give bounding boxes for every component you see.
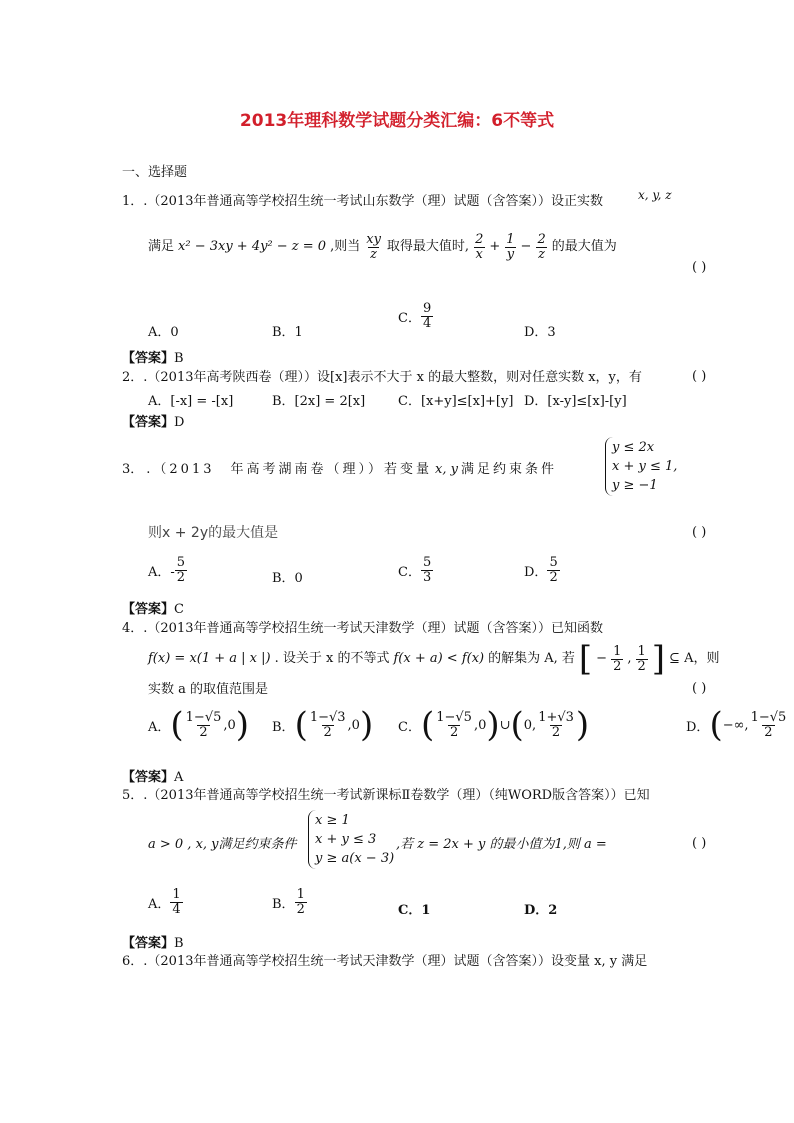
q5-line2-a: a > 0 , x, y满足约束条件: [148, 837, 297, 852]
q4-option-c-mid: ,0: [473, 717, 487, 733]
q1-answer-blank: ( ): [692, 260, 707, 275]
q3-option-c-frac: [421, 556, 433, 584]
q1-line2-c: 取得最大值时,: [386, 239, 470, 255]
q1-line2-a: 满足: [148, 239, 175, 255]
q4-line3: 实数 a 的取值范围是: [148, 682, 269, 697]
q4-option-d-frac: [749, 711, 789, 739]
q3-answer-value: C: [174, 602, 184, 617]
q3-option-d-label: D．: [524, 564, 548, 580]
q4-ib-n: 1: [637, 643, 646, 659]
q4-option-b-frac: [308, 711, 348, 739]
q1-expr-frac2: [504, 233, 516, 261]
q3-constraint-2: x + y ≤ 1,: [612, 459, 678, 474]
q1-f2n: 1: [506, 232, 515, 247]
q3-od-n: 5: [549, 555, 558, 570]
q1-frac-den: z: [370, 246, 377, 262]
q4-option-a-label: A．: [148, 719, 171, 735]
q3-option-c-label: C．: [398, 564, 421, 580]
q1-answer: [122, 347, 184, 366]
q4-option-c-label: C．: [398, 719, 421, 735]
q1-stem-text: .（2013年普通高等学校招生统一考试山东数学（理）试题（含答案））设正实数: [143, 194, 603, 209]
page-title: 2013年理科数学试题分类汇编：6不等式: [239, 111, 555, 131]
q2-option-b: B．[2x] = 2[x]: [272, 394, 366, 409]
q1-f1n: 2: [475, 232, 484, 247]
q2-stem: [122, 369, 642, 387]
q5-option-a: [148, 888, 183, 916]
q6-stem-text: .（2013年普通高等学校招生统一考试天津数学（理）试题（含答案））设变量 x, y 满足: [143, 954, 648, 969]
q6-stem: [122, 953, 647, 971]
q5-stem-text: .（2013年普通高等学校招生统一考试新课标Ⅱ卷数学（理）（纯WORD版含答案））已知: [143, 788, 650, 803]
q2-answer: [122, 411, 184, 430]
q1-line2-b: ,则当: [330, 239, 361, 255]
q5-number: 5．: [122, 788, 144, 803]
q4-od-n: 1−√5: [750, 709, 787, 725]
q2-option-c: C．[x+y]≤[x]+[y]: [398, 394, 514, 409]
q3-vars: x, y: [435, 462, 458, 477]
q3-stem-text: .（2013 年高考湖南卷（理））若变量: [146, 462, 432, 477]
q3-option-a-frac: [175, 556, 187, 584]
q3-oa-n: 5: [176, 555, 186, 570]
q4-oc-n: 1−√5: [436, 709, 472, 725]
q2-option-d: D．[x-y]≤[x]-[y]: [524, 394, 627, 409]
q4-function: f(x) = x(1 + a | x |): [148, 651, 271, 666]
q1-stem: [122, 193, 603, 211]
q4-answer-value: A: [174, 770, 184, 785]
q4-oa-d: 2: [199, 724, 208, 740]
q3-question-text: 则x + 2y的最大值是: [148, 525, 279, 541]
q3-answer: [122, 598, 184, 617]
q1-vars: x, y, z: [638, 188, 672, 202]
q4-option-b-rest: ,0: [347, 717, 360, 733]
q3-option-d-frac: [547, 556, 559, 584]
q4-option-a: A． ( $\frac{1-√5}{2}$ ,0 ): [148, 705, 250, 745]
q1-option-c-frac: [421, 302, 433, 330]
q1-f3n: 2: [537, 232, 546, 247]
q4-option-c-frac2: [536, 711, 576, 739]
q5-line2-b: ,若 z = 2x + y 的最小值为1,则 a =: [396, 837, 607, 852]
q5-answer: [122, 932, 184, 951]
q1-option-d: D．3: [524, 325, 556, 340]
q3-oc-n: 5: [422, 555, 432, 570]
q4-answer-blank: ( ): [692, 681, 707, 696]
q3-od-d: 2: [549, 569, 558, 585]
q3-option-d: [524, 556, 560, 584]
q5-option-b-label: B．: [272, 896, 295, 912]
q4-option-a-frac: [184, 711, 224, 739]
q5-option-b-frac: [295, 888, 307, 916]
q1-option-c-label: C．: [398, 310, 421, 326]
q5-oa-n: 1: [172, 887, 181, 902]
q5-system-brace: [308, 810, 394, 869]
q5-constraint-system: [308, 810, 394, 869]
q4-stem: [122, 620, 603, 638]
q4-line2-c: ⊆ A，则: [669, 651, 720, 666]
q4-od-d: 2: [764, 724, 773, 740]
q3-constraint-3: y ≥ −1: [612, 478, 658, 493]
section-heading: 一、选择题: [122, 165, 188, 180]
q4-interval-left: [611, 645, 623, 673]
q1-answer-value: B: [174, 351, 184, 366]
q1-option-a: A．0: [148, 325, 179, 340]
q4-option-b: B． ( $\frac{1-√3}{2}$ ,0 ): [272, 705, 374, 745]
q4-option-d: D． ( −∞, $\frac{1-√5}{2}$: [686, 705, 787, 745]
q1-number: 1．: [122, 194, 144, 209]
q4-line2: f(x) = x(1 + a | x |) . 设关于 x 的不等式 f(x + a) < f(x) 的解集为 A, 若 [ − $\frac{1}{2}$ , $\frac{1}{2}$ ] ⊆ A，则: [148, 639, 720, 679]
q3-oc-d: 3: [422, 569, 432, 585]
q4-line2-b: 的解集为 A, 若: [488, 651, 575, 666]
q3-answer-blank: ( ): [692, 525, 707, 540]
q5-answer-label: 【答案】: [122, 936, 175, 951]
q3-number: 3．: [122, 462, 144, 477]
q3-option-a-label: A．-: [148, 564, 175, 580]
q4-option-c: C． ( $\frac{1-√5}{2}$ ,0 ) ∪ ( 0, $\frac{1+√3}{2}$ ): [398, 705, 590, 745]
q1-f2d: y: [506, 246, 515, 262]
q5-option-a-label: A．: [148, 896, 171, 912]
q4-option-a-rest: ,0: [223, 717, 236, 733]
q4-inequality: f(x + a) < f(x): [393, 651, 485, 666]
q3-stem-text-2: 满足约束条件: [460, 462, 557, 477]
q4-option-d-left: −∞,: [722, 717, 749, 733]
q4-ob-d: 2: [323, 724, 332, 740]
q1-equation: x² − 3xy + 4y² − z = 0: [178, 239, 327, 255]
q4-stem-text: .（2013年普通高等学校招生统一考试天津数学（理）试题（含答案））已知函数: [143, 621, 603, 636]
q4-oa-n: 1−√5: [185, 709, 222, 725]
q3-constraint-system: [605, 437, 677, 496]
q4-option-c-left2: 0,: [523, 717, 537, 733]
q5-ob-d: 2: [296, 901, 305, 917]
q4-ob-n: 1−√3: [309, 709, 346, 725]
q4-ia-d: 2: [613, 658, 622, 674]
q3-constraint-1: y ≤ 2x: [612, 440, 655, 455]
q4-oc-d2: 2: [551, 724, 561, 740]
q5-constraint-1: x ≥ 1: [315, 813, 350, 828]
q2-number: 2．: [122, 370, 144, 385]
q4-number: 4．: [122, 621, 144, 636]
q4-answer-label: 【答案】: [122, 770, 175, 785]
q4-option-b-label: B．: [272, 719, 295, 735]
q4-answer: [122, 766, 183, 785]
q5-option-a-frac: [170, 888, 182, 916]
q4-oc-n2: 1+√3: [538, 709, 574, 725]
q1-option-c: [398, 302, 433, 330]
q5-answer-value: B: [174, 936, 184, 951]
q1-f1d: x: [475, 246, 483, 262]
q3-system-brace: [605, 437, 677, 496]
q1-answer-label: 【答案】: [122, 351, 175, 366]
q5-option-d: D．2: [524, 903, 558, 918]
q2-option-a: A．[-x] = -[x]: [148, 394, 234, 409]
q5-constraint-3: y ≥ a(x − 3): [315, 851, 395, 866]
q4-option-c-union: ∪: [499, 717, 511, 733]
q3-oa-d: 2: [176, 569, 186, 585]
q4-interval-right: [636, 645, 648, 673]
q5-constraint-2: x + y ≤ 3: [315, 832, 377, 847]
q6-number: 6．: [122, 954, 144, 969]
q4-option-c-frac1: [434, 711, 474, 739]
q3-stem: [122, 461, 557, 479]
q1-expr-frac1: [473, 233, 485, 261]
q5-option-c: C．1: [398, 903, 431, 918]
q3-option-b: B．0: [272, 571, 303, 586]
q5-ob-n: 1: [296, 887, 305, 902]
q2-stem-text: .（2013年高考陕西卷（理））设[x]表示不大于 x 的最大整数，则对任意实数 x，y，有: [143, 370, 642, 385]
q5-option-b: [272, 888, 307, 916]
q5-stem: [122, 787, 650, 805]
q4-oc-d: 2: [449, 724, 459, 740]
q5-answer-blank: ( ): [692, 836, 707, 851]
q4-line2-a: . 设关于 x 的不等式: [274, 651, 390, 666]
q1-fraction-xy-z: [364, 233, 383, 261]
q3-answer-label: 【答案】: [122, 602, 175, 617]
q1-oc-d: 4: [422, 315, 432, 331]
q1-line2: 满足 x² − 3xy + 4y² − z = 0 ,则当 $\frac{xy}{z}$ 取得最大值时, $\frac{2}{x}$ + $\frac{1}{y}$ − $\frac{2}{z}$ 的最大值为: [148, 232, 617, 262]
q3-option-a: [148, 556, 187, 584]
q2-answer-value: D: [174, 415, 185, 430]
q4-ib-d: 2: [637, 658, 646, 674]
q5-oa-d: 4: [172, 901, 181, 917]
q4-option-d-label: D．: [686, 719, 710, 735]
q1-option-b: B．1: [272, 325, 303, 340]
q1-oc-n: 9: [422, 301, 432, 316]
q1-f3d: z: [538, 246, 545, 262]
q2-answer-blank: ( ): [692, 369, 707, 384]
q1-frac-num: xy: [366, 232, 381, 247]
q2-answer-label: 【答案】: [122, 415, 175, 430]
q3-option-c: [398, 556, 433, 584]
q1-expr-frac3: [535, 233, 547, 261]
q1-line2-d: 的最大值为: [551, 239, 617, 255]
q4-ia-n: 1: [613, 643, 622, 659]
